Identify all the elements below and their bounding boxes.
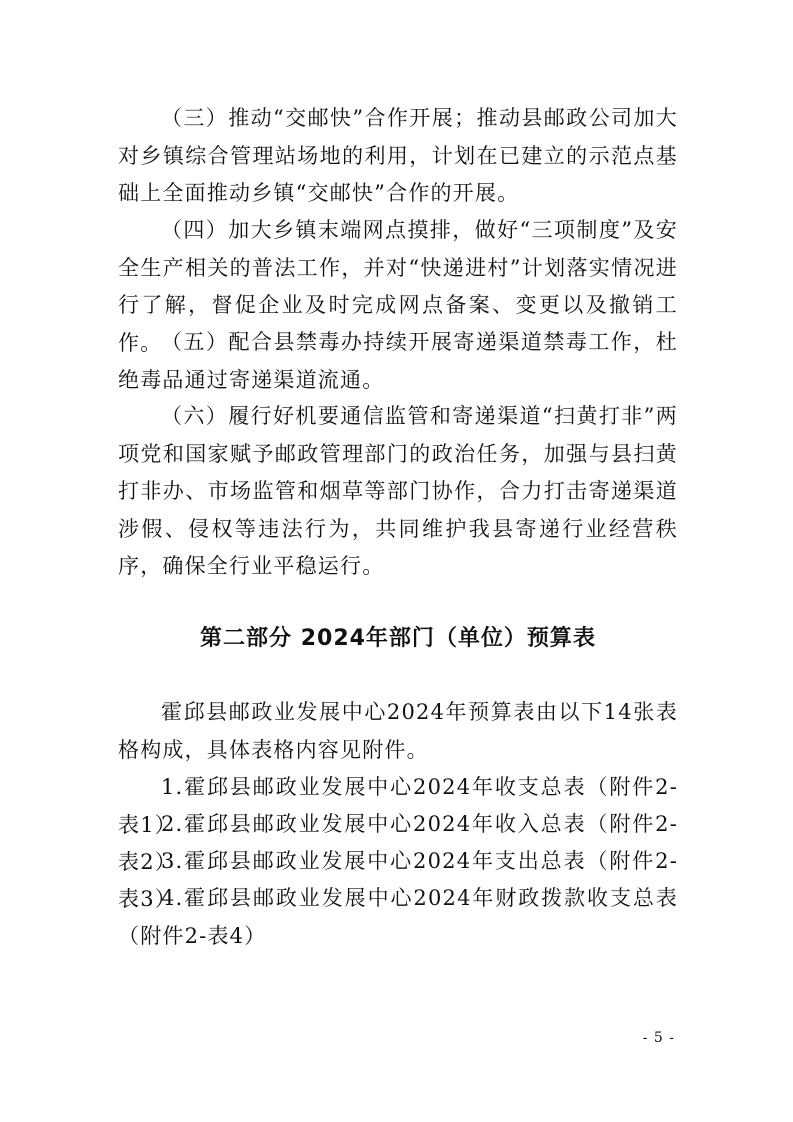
list-item: 4.霍邱县邮政业发展中心2024年财政拨款收支总表（附件2-表4） (118, 886, 678, 948)
paragraph-3: （三）推动“交邮快”合作开展；推动县邮政公司加大对乡镇综合管理站场地的利用，计划在已建立的示范点基础上全面推动乡镇“交邮快”合作的开展。 (118, 106, 678, 205)
intro-paragraph: 霍邱县邮政业发展中心2024年预算表由以下14张表格构成，具体表格内容见附件。 (118, 700, 678, 762)
list-item: 2.霍邱县邮政业发展中心2024年收入总表（附件2-表2） (118, 812, 678, 874)
paragraph-4: （四）加大乡镇末端网点摸排，做好“三项制度”及安全生产相关的普法工作，并对“快递进村”计划落实情况进行了解，督促企业及时完成网点备案、变更以及撤销工作。 (118, 218, 678, 355)
list-item: 3.霍邱县邮政业发展中心2024年支出总表（附件2-表3） (118, 849, 678, 911)
section-heading: 第二部分 2024年部门（单位）预算表 (200, 626, 596, 651)
page-number: - 5 - (642, 1030, 675, 1046)
paragraph-6: （六）履行好机要通信监管和寄递渠道“扫黄打非”两项党和国家赋予邮政管理部门的政治任务，加强与县扫黄打非办、市场监管和烟草等部门协作，合力打击寄递渠道涉假、侵权等违法行为，共同维护我县寄递行业经营秩序，确保全行业平稳运行。 (118, 404, 678, 578)
paragraph-5: （五）配合县禁毒办持续开展寄递渠道禁毒工作，杜绝毒品通过寄递渠道流通。 (118, 330, 678, 392)
list-item: 1.霍邱县邮政业发展中心2024年收支总表（附件2-表1） (118, 775, 678, 837)
